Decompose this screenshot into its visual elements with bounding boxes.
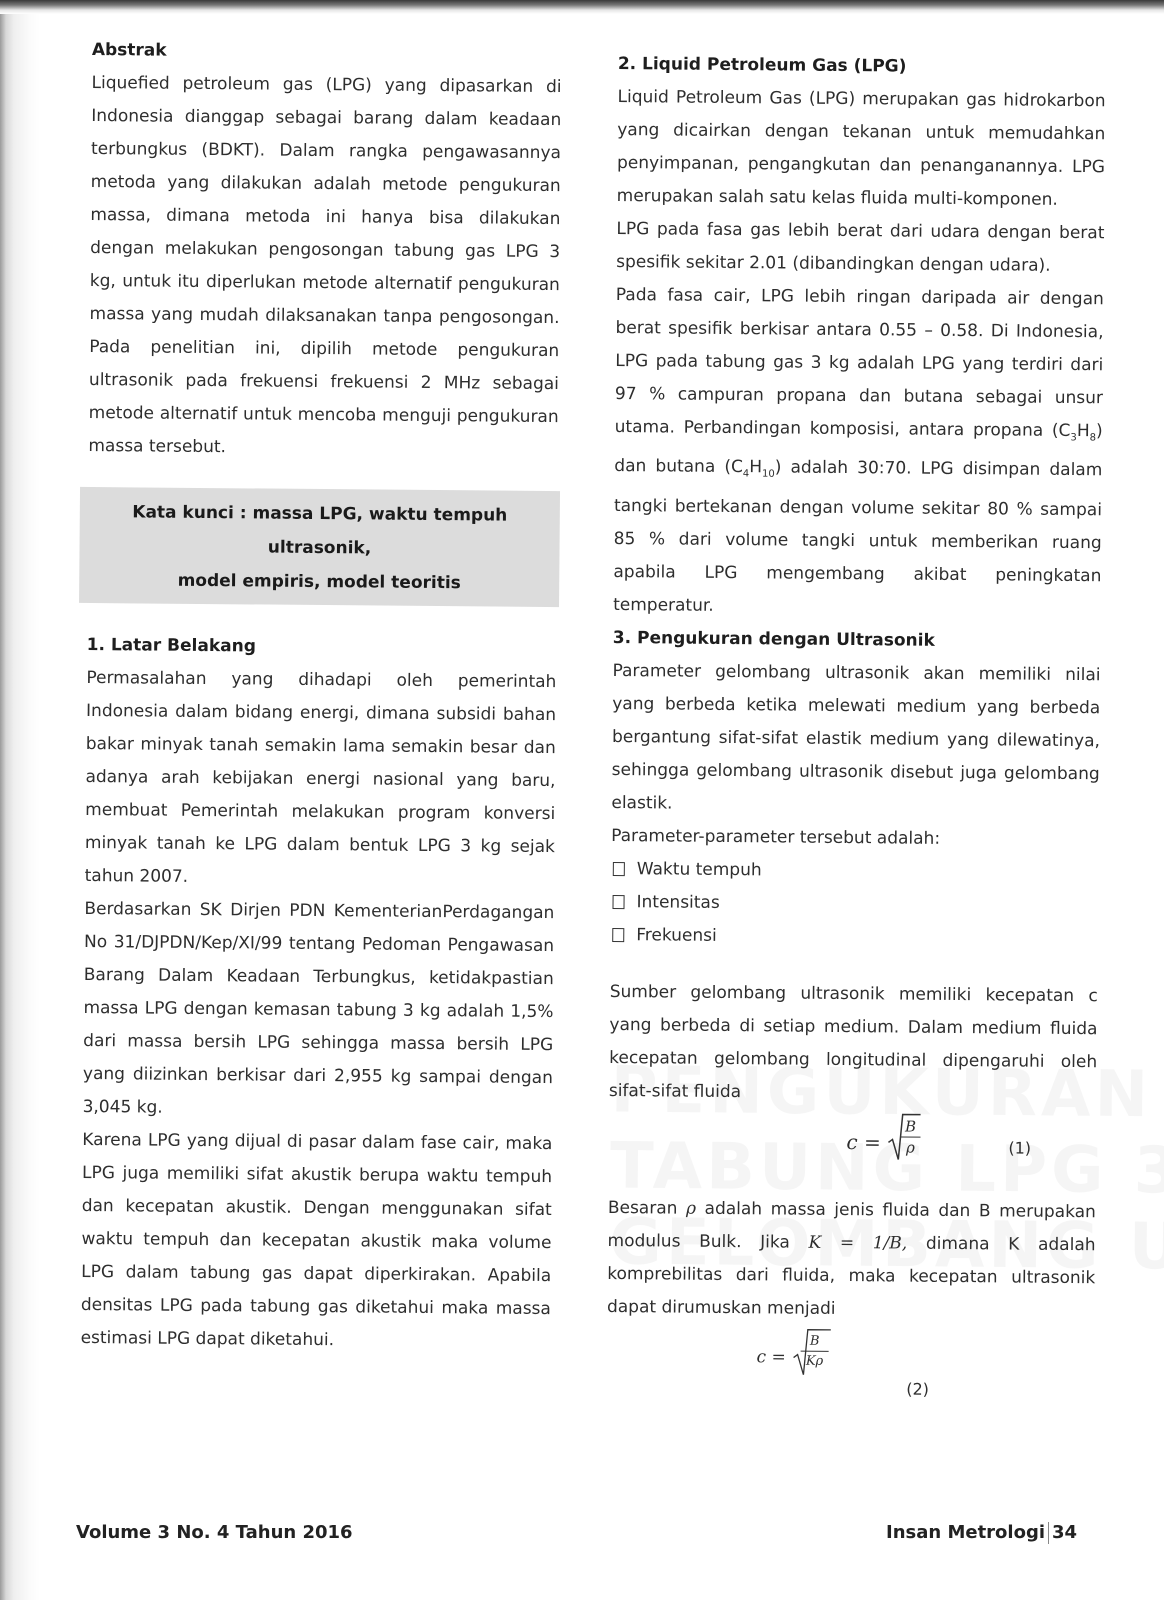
keywords-box [79, 487, 560, 607]
left-column [80, 34, 562, 1359]
footer-journal [886, 1522, 1077, 1544]
keywords-line-1: Kata kunci : massa LPG, waktu tempuh ultrasonik, [132, 502, 508, 559]
bullet-item [610, 919, 1098, 956]
keywords-line-2: model empiris, model teoritis [177, 570, 461, 594]
journal-name: Insan Metrologi [886, 1522, 1046, 1543]
abstract-heading: Abstrak [91, 39, 167, 61]
text-run: H [749, 457, 763, 478]
equation-fraction [900, 1116, 920, 1157]
equation-numerator: B [801, 1331, 829, 1351]
text-run: Pada fasa cair, LPG lebih ringan daripada air dengan berat spesifik berkisar antara 0.55 – 0.58. Di Indonesia, LPG pada tabung gas 3 kg adalah LPG yang terdiri dari 97 % campuran propana dan butana sebagai unsur utama. Perbandingan komposisi, antara propana (C [614, 284, 1104, 441]
divider [1048, 1522, 1049, 1544]
text-run: ) dan butana (C [614, 421, 1103, 478]
checkbox-square-icon [613, 862, 625, 876]
page-number: 34 [1052, 1522, 1078, 1543]
text-run: dimana K adalah komprebilitas dari fluida, maka kecepatan ultrasonik dapat dirumuskan menjadi [606, 1233, 1096, 1319]
section-3-paragraph [607, 1192, 1096, 1328]
bullet-text: Frekuensi [636, 924, 717, 946]
section-1-paragraph: Permasalahan yang dihadapi oleh pemerintah Indonesia dalam bidang energi, dimana subsidi bahan bakar minyak tanah semakin lama semakin besar dan adanya arah kebijakan energi nasional yang baru, membuat Pemerintah melakukan program konversi minyak tanah ke LPG dalam bentuk LPG 3 kg sejak tahun 2007. [84, 667, 557, 887]
subscript: 8 [1089, 432, 1097, 444]
text-run: adalah massa jenis fluida dan B merupakan modulus Bulk. Jika [607, 1198, 1096, 1253]
equation-fraction [800, 1331, 828, 1370]
inline-math: 1/B, [872, 1233, 908, 1254]
right-column [606, 48, 1106, 1399]
equation-lhs: c = [756, 1347, 786, 1368]
section-2-paragraph: Liquid Petroleum Gas (LPG) merupakan gas hidrokarbon yang dicairkan dengan tekanan untuk memudahkan penyimpanan, pengangkutan dan penanganannya. LPG merupakan salah satu kelas fluida multi-komponen. [616, 86, 1106, 210]
footer-volume: Volume 3 No. 4 Tahun 2016 [76, 1522, 353, 1543]
section-3-heading: 3. Pengukuran dengan Ultrasonik [612, 627, 935, 651]
text-run: ) adalah 30:70. LPG disimpan dalam tangki bertekanan dengan volume sekitar 80 % sampai 85 % dari volume tangki untuk memberikan ruang apabila LPG mengembang akibat peningkatan temperatur. [613, 457, 1103, 616]
subscript: 10 [761, 469, 775, 481]
section-1-paragraph: Berdasarkan SK Dirjen PDN KementerianPerdagangan No 31/DJPDN/Kep/XI/99 tentang Pedoman Pengawasan Barang Dalam Keadaan Terbungkus, ketidakpastian massa LPG dengan kemasan tabung 3 kg adalah 1,5% dari massa bersih LPG sehingga massa bersih LPG yang diizinkan berkisar dari 2,955 kg sampai dengan 3,045 kg. [82, 898, 555, 1118]
subscript: 4 [742, 468, 750, 480]
bullet-item [610, 886, 1098, 923]
equation-number: (1) [1008, 1138, 1032, 1158]
section-3-paragraph: Parameter gelombang ultrasonik akan memiliki nilai yang berbeda ketika melewati medium yang berbeda bergantung sifat-sifat elastik medium yang dilewatinya, sehingga gelombang ultrasonik disebut juga gelombang elastik. [611, 660, 1101, 814]
section-3-paragraph: Sumber gelombang ultrasonik memiliki kecepatan c yang berbeda di setiap medium. Dalam medium fluida kecepatan gelombang longitudinal dipengaruhi oleh sifat-sifat fluida [608, 981, 1098, 1102]
bullet-text: Intensitas [636, 891, 720, 913]
section-2-paragraph [613, 279, 1104, 626]
equation-number: (2) [906, 1379, 930, 1399]
text-run: Besaran [607, 1197, 678, 1219]
scan-shadow-top [0, 0, 1164, 14]
equation-numerator: B [901, 1116, 921, 1137]
bullet-text: Waktu tempuh [636, 858, 762, 881]
checkbox-square-icon [612, 895, 624, 909]
section-2-paragraph: LPG pada fasa gas lebih berat dari udara dengan berat spesifik sekitar 2.01 (dibandingkan dengan udara). [616, 218, 1105, 276]
equation-2 [606, 1324, 1095, 1399]
bullet-item [611, 853, 1099, 890]
section-1-paragraph: Karena LPG yang dijual di pasar dalam fase cair, maka LPG juga memiliki sifat akustik berupa waktu tempuh dan kecepatan akustik. Dengan menggunakan sifat waktu tempuh dan kecepatan akustik maka volume LPG dalam tabung gas dapat diperkirakan. Apabila densitas LPG pada tabung gas diketahui maka massa estimasi LPG dapat diketahui. [80, 1129, 553, 1351]
equation-denominator: Kρ [805, 1353, 824, 1369]
abstract-text: Liquefied petroleum gas (LPG) yang dipasarkan di Indonesia dianggap sebagai barang dalam keadaan terbungkus (BDKT). Dalam rangka pengawasannya metoda yang dilakukan adalah metode pengukuran massa, dimana metoda ini hanya bisa dilakukan dengan melakukan pengosongan tabung gas LPG 3 kg, untuk itu diperlukan metode alternatif pengukuran massa yang mudah dilaksanakan tanpa pengosongan. Pada penelitian ini, dipilih metode pengukuran ultrasonik pada frekuensi frekuensi 2 MHz sebagai metode alternatif untuk mencoba menguji pengukuran massa tersebut. [88, 72, 562, 458]
equation-lhs: c = [846, 1129, 881, 1155]
equation-1 [608, 1108, 1097, 1174]
section-1-heading: 1. Latar Belakang [86, 634, 256, 657]
checkbox-square-icon [612, 928, 624, 942]
rho-symbol: ρ [685, 1198, 697, 1219]
scan-shadow-left [0, 0, 40, 1600]
inline-math: K = [808, 1232, 873, 1254]
section-2-heading: 2. Liquid Petroleum Gas (LPG) [617, 53, 907, 77]
equation-denominator: ρ [905, 1138, 915, 1157]
subscript: 3 [1070, 432, 1077, 444]
text-run: H [1076, 421, 1090, 442]
section-3-paragraph: Parameter-parameter tersebut adalah: [611, 825, 941, 849]
